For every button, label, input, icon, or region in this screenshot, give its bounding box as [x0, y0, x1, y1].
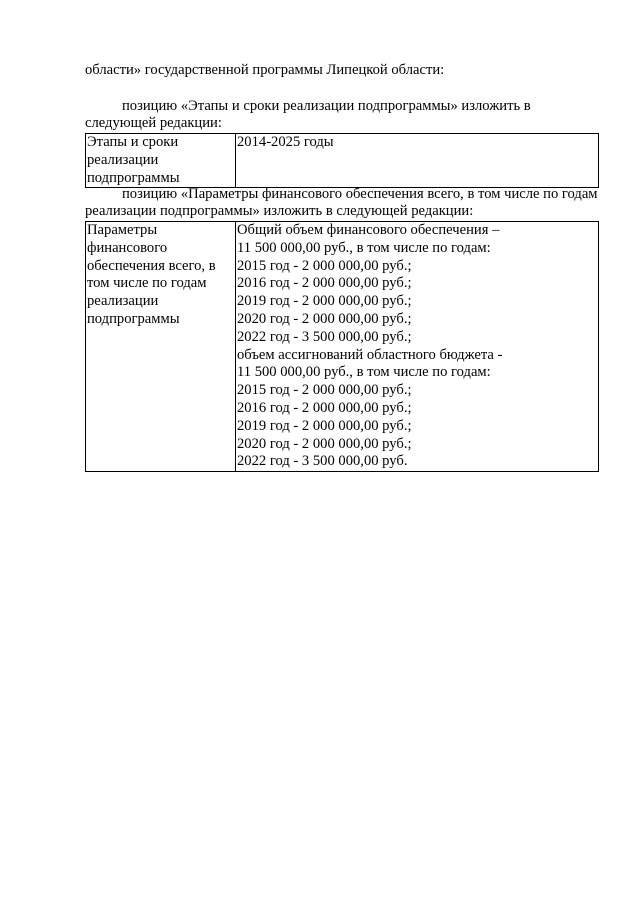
finance-line: 11 500 000,00 руб., в том числе по годам: — [237, 364, 491, 381]
table-row — [86, 222, 599, 472]
finance-line: 2020 год - 2 000 000,00 руб.; — [237, 435, 412, 452]
stages-value-cell: 2014-2025 годы — [236, 134, 599, 188]
paragraph-program-region: области» государственной программы Липецкой области: — [85, 62, 445, 78]
finance-line: 2022 год - 3 500 000,00 руб.; — [237, 328, 412, 345]
finance-line: 2019 год - 2 000 000,00 руб.; — [237, 293, 412, 310]
finance-line: 2015 год - 2 000 000,00 руб.; — [237, 257, 412, 274]
finance-line: 2016 год - 2 000 000,00 руб.; — [237, 275, 412, 292]
finance-line: Общий объем финансового обеспечения – — [237, 222, 500, 238]
finance-value-cell — [236, 222, 599, 472]
stages-label-cell: Этапы и сроки реализации подпрограммы — [86, 134, 236, 188]
finance-line: 2016 год - 2 000 000,00 руб.; — [237, 399, 412, 416]
finance-line: 11 500 000,00 руб., в том числе по годам: — [237, 239, 491, 256]
stages-table — [85, 133, 599, 188]
finance-line: 2020 год - 2 000 000,00 руб.; — [237, 310, 412, 327]
paragraph-finance-intro: позицию «Параметры финансового обеспечения всего, в том числе по годам реализации подпрограммы» изложить в следующей редакции: — [85, 186, 598, 219]
finance-label-cell: Параметры финансового обеспечения всего, в том числе по годам реализации подпрограммы — [86, 222, 236, 472]
paragraph-stages-intro: позицию «Этапы и сроки реализации подпрограммы» изложить в следующей редакции: — [85, 98, 531, 131]
finance-line: 2019 год - 2 000 000,00 руб.; — [237, 417, 412, 434]
finance-line: 2022 год - 3 500 000,00 руб. — [237, 453, 408, 470]
finance-table — [85, 221, 599, 472]
finance-line: объем ассигнований областного бюджета - — [237, 346, 503, 363]
finance-line: 2015 год - 2 000 000,00 руб.; — [237, 382, 412, 399]
table-row — [86, 134, 599, 188]
